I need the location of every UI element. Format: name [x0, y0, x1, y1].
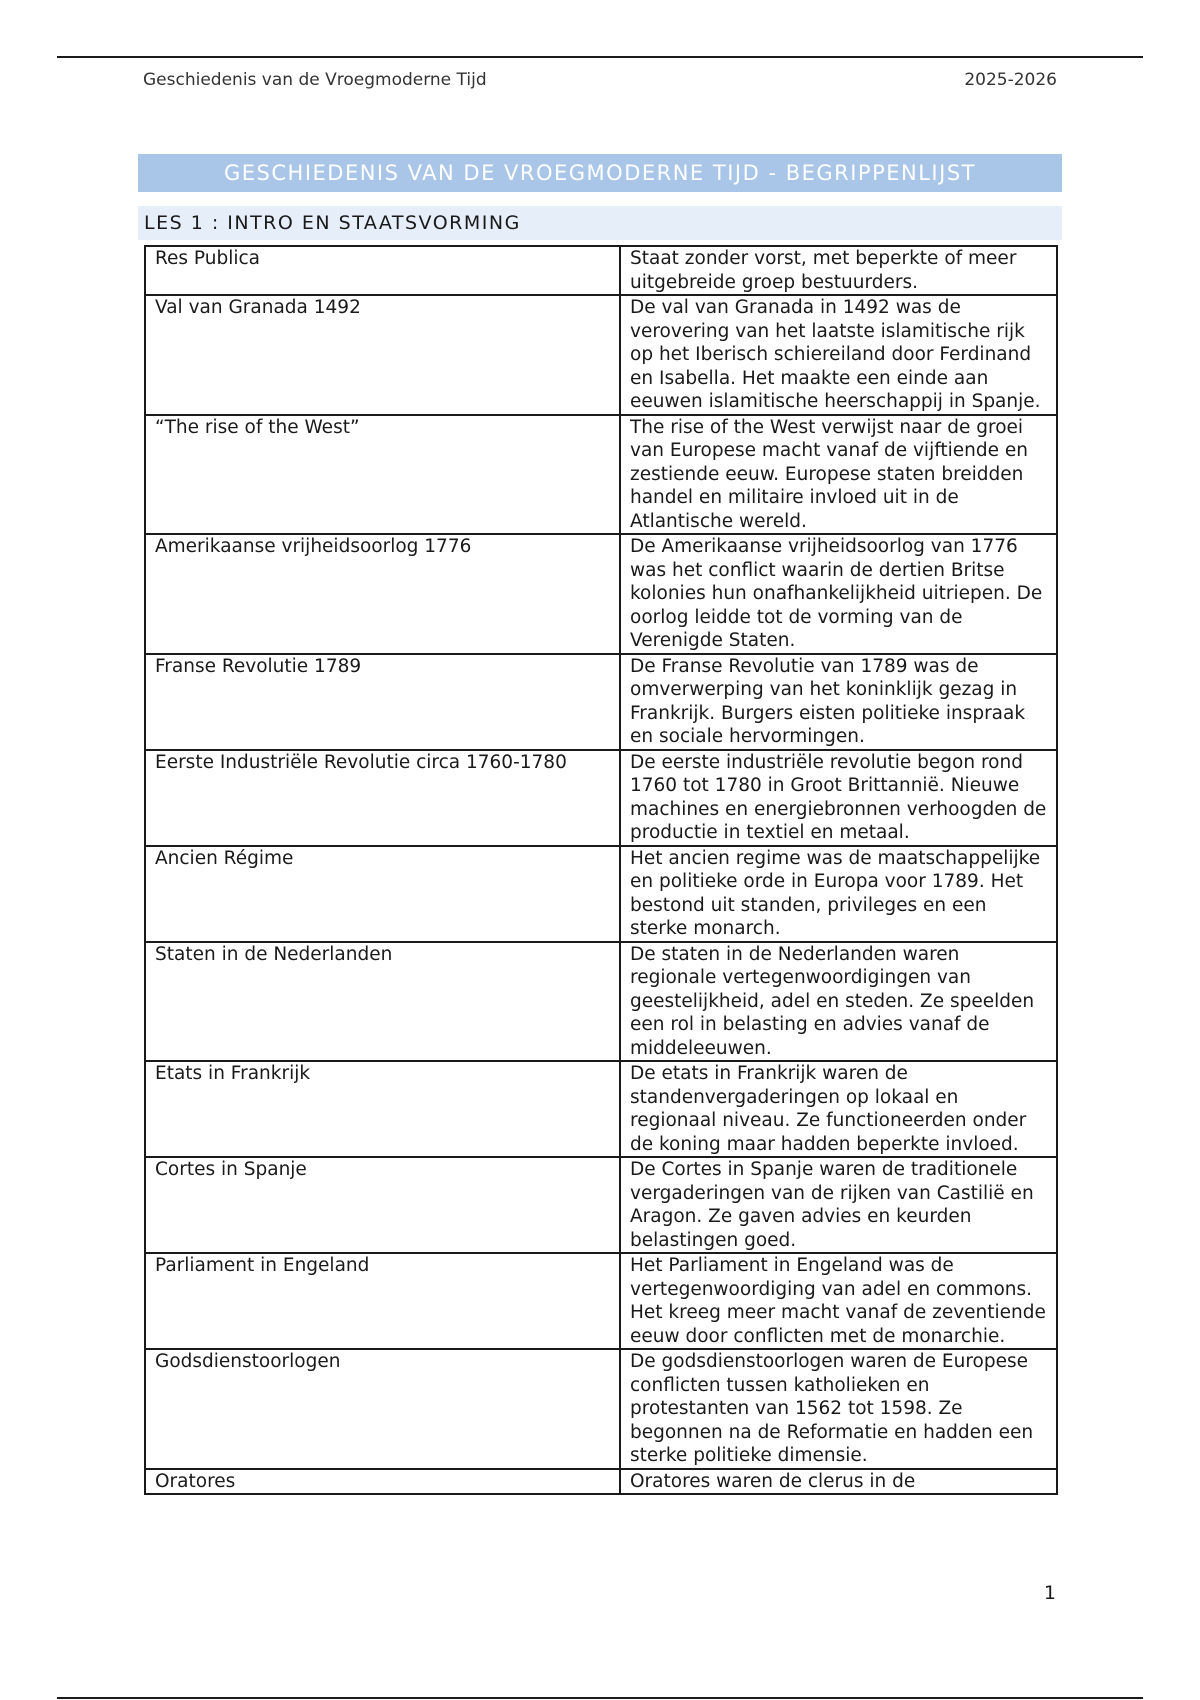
term-cell: Oratores	[145, 1469, 620, 1495]
table-row	[145, 295, 1057, 415]
document-title-bar	[138, 154, 1062, 192]
definition-cell: Oratores waren de clerus in de	[620, 1469, 1057, 1495]
table-row	[145, 1253, 1057, 1349]
term-cell: Parliament in Engeland	[145, 1253, 620, 1349]
page-number: 1	[1043, 1582, 1056, 1604]
table-row	[145, 1349, 1057, 1469]
term-cell: Cortes in Spanje	[145, 1157, 620, 1253]
term-cell: Godsdienstoorlogen	[145, 1349, 620, 1469]
running-header-course: Geschiedenis van de Vroegmoderne Tijd	[143, 70, 487, 90]
table-row	[145, 1157, 1057, 1253]
term-cell: Etats in Frankrijk	[145, 1061, 620, 1157]
term-cell: Franse Revolutie 1789	[145, 654, 620, 750]
section-heading-bar	[138, 206, 1062, 240]
definition-cell: De Franse Revolutie van 1789 was de omverwerping van het koninklijk gezag in Frankrijk. Burgers eisten politieke inspraak en sociale hervormingen.	[620, 654, 1057, 750]
table-row	[145, 1061, 1057, 1157]
definition-cell: De Cortes in Spanje waren de traditionele vergaderingen van de rijken van Castilië en Aragon. Ze gaven advies en keurden belastingen goed.	[620, 1157, 1057, 1253]
definition-cell: Het ancien regime was de maatschappelijke en politieke orde in Europa voor 1789. Het bestond uit standen, privileges en een sterke monarch.	[620, 846, 1057, 942]
definition-cell: De staten in de Nederlanden waren regionale vertegenwoordigingen van geestelijkheid, adel en steden. Ze speelden een rol in belasting en advies vanaf de middeleeuwen.	[620, 942, 1057, 1062]
table-row	[145, 942, 1057, 1062]
footer-rule	[57, 1697, 1143, 1699]
table-row	[145, 415, 1057, 535]
definition-cell: De val van Granada in 1492 was de verovering van het laatste islamitische rijk op het Iberisch schiereiland door Ferdinand en Isabella. Het maakte een einde aan eeuwen islamitische heerschappij in Spanje.	[620, 295, 1057, 415]
table-row	[145, 534, 1057, 654]
term-cell: Eerste Industriële Revolutie circa 1760-1780	[145, 750, 620, 846]
term-cell: Amerikaanse vrijheidsoorlog 1776	[145, 534, 620, 654]
term-cell: Staten in de Nederlanden	[145, 942, 620, 1062]
term-cell: “The rise of the West”	[145, 415, 620, 535]
definition-cell: Het Parliament in Engeland was de vertegenwoordiging van adel en commons. Het kreeg meer macht vanaf de zeventiende eeuw door conflicten met de monarchie.	[620, 1253, 1057, 1349]
definition-cell: De etats in Frankrijk waren de standenvergaderingen op lokaal en regionaal niveau. Ze functioneerden onder de koning maar hadden beperkte invloed.	[620, 1061, 1057, 1157]
term-cell: Ancien Régime	[145, 846, 620, 942]
table-row	[145, 750, 1057, 846]
document-title: GESCHIEDENIS VAN DE VROEGMODERNE TIJD - BEGRIPPENLIJST	[224, 161, 976, 185]
definition-cell: De Amerikaanse vrijheidsoorlog van 1776 was het conflict waarin de dertien Britse kolonies hun onafhankelijkheid uitriepen. De oorlog leidde tot de vorming van de Verenigde Staten.	[620, 534, 1057, 654]
table-row	[145, 246, 1057, 295]
header-rule	[57, 56, 1143, 58]
running-header-year: 2025-2026	[964, 70, 1057, 90]
table-row	[145, 654, 1057, 750]
section-heading: LES 1 : INTRO EN STAATSVORMING	[144, 212, 521, 234]
table-row	[145, 1469, 1057, 1495]
definition-cell: The rise of the West verwijst naar de groei van Europese macht vanaf de vijftiende en zestiende eeuw. Europese staten breidden handel en militaire invloed uit in de Atlantische wereld.	[620, 415, 1057, 535]
definition-cell: Staat zonder vorst, met beperkte of meer uitgebreide groep bestuurders.	[620, 246, 1057, 295]
term-cell: Res Publica	[145, 246, 620, 295]
glossary-table	[144, 245, 1058, 1495]
table-row	[145, 846, 1057, 942]
term-cell: Val van Granada 1492	[145, 295, 620, 415]
definition-cell: De godsdienstoorlogen waren de Europese conflicten tussen katholieken en protestanten van 1562 tot 1598. Ze begonnen na de Reformatie en hadden een sterke politieke dimensie.	[620, 1349, 1057, 1469]
definition-cell: De eerste industriële revolutie begon rond 1760 tot 1780 in Groot Brittannië. Nieuwe machines en energiebronnen verhoogden de productie in textiel en metaal.	[620, 750, 1057, 846]
